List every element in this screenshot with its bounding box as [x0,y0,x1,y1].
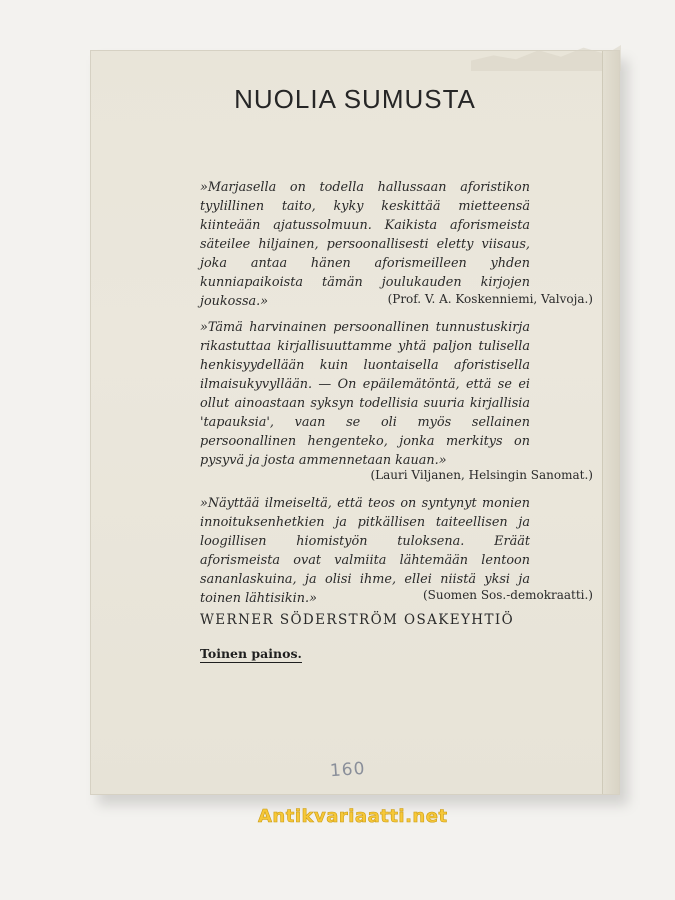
quote-2-source: (Lauri Viljanen, Helsingin Sanomat.) [370,468,593,482]
quote-1-source: (Prof. V. A. Koskenniemi, Valvoja.) [387,292,593,306]
quote-3-source: (Suomen Sos.-demokraatti.) [422,588,593,602]
quote-2: »Tämä harvinainen persoonallinen tunnustuskirja rikastuttaa kirjallisuuttamme yhtä paljon tulisella henkisyydellään kuin luontaisella aforistisella ilmaisukyvyllään. — On epäilemätöntä, että se ei ollut ainoastaan syksyn todellisia suuria kirjallisia 'tapauksia', vaan se oli myös sellainen persoonallinen hengenteko, jonka merkitys on pysyvä ja josta ammennetaan kauan.» [200,320,530,468]
pencil-price-mark: 160 [329,758,367,782]
quote-1: »Marjasella on todella hallussaan aforistikon tyylillinen taito, kyky keskittää mietteensä kiinteään ajatussolmuun. Kaikista aforismeista säteilee hiljainen, persoonallisesti eletty viisaus, joka antaa hänen aforismeilleen yhden kunniapaikoista tämän joulukauden kirjojen joukossa.» [200,180,530,309]
worn-edge [471,45,621,71]
quote-3: »Näyttää ilmeiseltä, että teos on syntynyt monien innoituksenhetkien ja pitkällisen taiteellisen ja loogillisen hiomistyön tuloksena. Eräät aforismeista ovat valmiita lähtemään lentoon sananlaskuina, ja olisi ihme, ellei niistä yksi ja toinen lähtisikin.» [200,496,530,606]
spine-edge [602,51,619,794]
publisher-name: WERNER SÖDERSTRÖM OSAKEYHTIÖ [200,612,515,628]
book-title: NUOLIA SUMUSTA [234,84,476,114]
seller-watermark: Antikvariaatti.net [258,806,448,827]
edition-note: Toinen painos. [200,646,302,661]
